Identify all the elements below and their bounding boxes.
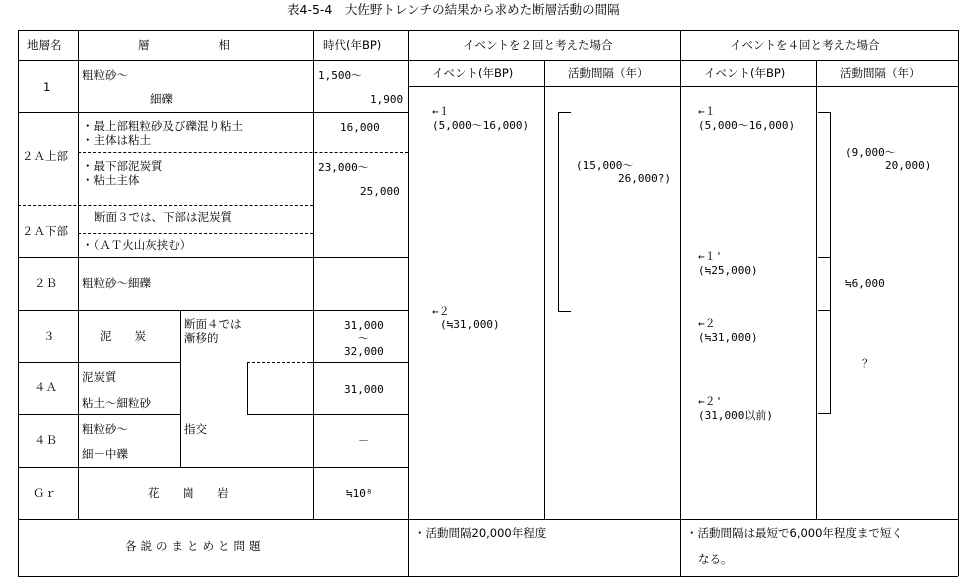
- layer-1-facies-b: 細礫: [150, 92, 173, 106]
- layer-4b-facies-1: 粗粒砂～: [82, 422, 128, 436]
- layer-2a-lower-facies-1: 断面３では、下部は泥炭質: [94, 210, 232, 224]
- header-case4-interval: 活動間隔（年）: [840, 66, 921, 80]
- layer-3-name: ３: [43, 329, 55, 343]
- layer-gr-name: Ｇｒ: [33, 486, 56, 500]
- header-layer: 地層名: [27, 38, 62, 52]
- summary-label: 各説のまとめと問題: [125, 539, 265, 553]
- case4-interval-4: ？: [862, 357, 873, 370]
- layer-2a-upper-name: ２Ａ上部: [22, 149, 68, 163]
- layer-3-facies: 泥 炭: [100, 329, 146, 343]
- summary-case4-a: ・活動間隔は最短で6,000年程度まで短く: [686, 526, 903, 540]
- case2-event-1-age: (5,000～16,000): [432, 119, 530, 132]
- header-case2-event: イベント(年BP): [432, 66, 514, 80]
- layer-2a-age-1: 16,000: [340, 121, 380, 134]
- layer-3-note-2: 漸移的: [184, 331, 219, 345]
- case4-interval-bracket: [818, 112, 831, 414]
- layer-gr-facies: 花 崗 岩: [148, 486, 229, 500]
- layer-1-name: 1: [43, 80, 51, 94]
- case4-event-1p-age: (≒25,000): [698, 264, 758, 277]
- layer-4b-name: ４Ｂ: [34, 433, 57, 447]
- layer-4a-facies-2: 粘土～細粒砂: [82, 396, 151, 410]
- layer-2a-lower-facies-2: ・（ＡＴ火山灰挟む）: [82, 238, 192, 252]
- case4-event-2-age: (≒31,000): [698, 331, 758, 344]
- header-age: 時代(年BP): [323, 38, 382, 52]
- layer-2a-age-2: 23,000～: [318, 161, 369, 174]
- layer-3-age-3: 32,000: [344, 345, 384, 358]
- case4-interval-3: ≒6,000: [845, 277, 885, 290]
- layer-1-facies-a: 粗粒砂～: [82, 68, 128, 82]
- layer-1-age-b: 1,900: [370, 93, 404, 106]
- case4-event-2-label: ←２: [698, 317, 716, 330]
- layer-gr-age: ≒10⁸: [346, 487, 373, 500]
- layer-2a-lower-name: ２Ａ下部: [22, 224, 68, 238]
- header-facies: 層 相: [138, 38, 230, 52]
- layer-1-age-a: 1,500～: [318, 69, 363, 82]
- case4-event-1-label: ←１: [698, 105, 716, 118]
- header-case4-event: イベント(年BP): [704, 66, 786, 80]
- header-case2-interval: 活動間隔（年）: [568, 66, 649, 80]
- header-case4: イベントを４回と考えた場合: [730, 38, 880, 52]
- case4-interval-1: (9,000～: [845, 146, 896, 159]
- layer-4b-note: 指交: [184, 422, 207, 436]
- layer-4b-facies-2: 細－中礫: [82, 447, 128, 461]
- layer-4a-name: ４Ａ: [34, 380, 57, 394]
- case4-interval-2: 20,000): [885, 159, 932, 172]
- header-case2: イベントを２回と考えた場合: [463, 38, 613, 52]
- layer-2a-facies-1: ・最上部粗粒砂及び礫混り粘土: [82, 119, 243, 133]
- layer-4a-age: 31,000: [344, 383, 384, 396]
- layer-2a-facies-4: ・粘土主体: [82, 173, 140, 187]
- case4-event-2p-label: ←２': [698, 395, 723, 408]
- layer-2a-age-3: 25,000: [360, 185, 400, 198]
- case2-event-2-label: ←２: [432, 305, 450, 318]
- case2-interval-1: (15,000～: [576, 159, 634, 172]
- table-title: 表4-5-4 大佐野トレンチの結果から求めた断層活動の間隔: [287, 2, 620, 17]
- case2-interval-2: 26,000?): [618, 172, 671, 185]
- layer-2b-name: ２Ｂ: [34, 276, 57, 290]
- layer-3-note-1: 断面４では: [184, 317, 242, 331]
- layer-3-age-1: 31,000: [344, 319, 384, 332]
- summary-case2: ・活動間隔20,000年程度: [414, 526, 547, 540]
- layer-4a-facies-1: 泥炭質: [82, 370, 117, 384]
- layer-3-age-2: ～: [358, 332, 369, 345]
- layer-2a-facies-3: ・最下部泥炭質: [82, 159, 163, 173]
- case2-event-2-age: (≒31,000): [440, 318, 500, 331]
- layer-4b-age: －: [358, 434, 369, 447]
- summary-case4-b: なる。: [698, 552, 733, 566]
- case4-event-2p-age: (31,000以前): [698, 409, 773, 422]
- case4-event-1p-label: ←１': [698, 250, 723, 263]
- case2-event-1-label: ←１: [432, 105, 450, 118]
- case2-interval-bracket: [558, 112, 571, 312]
- layer-2b-facies: 粗粒砂～細礫: [82, 276, 151, 290]
- layer-2a-facies-2: ・主体は粘土: [82, 133, 151, 147]
- case4-event-1-age: (5,000～16,000): [698, 119, 796, 132]
